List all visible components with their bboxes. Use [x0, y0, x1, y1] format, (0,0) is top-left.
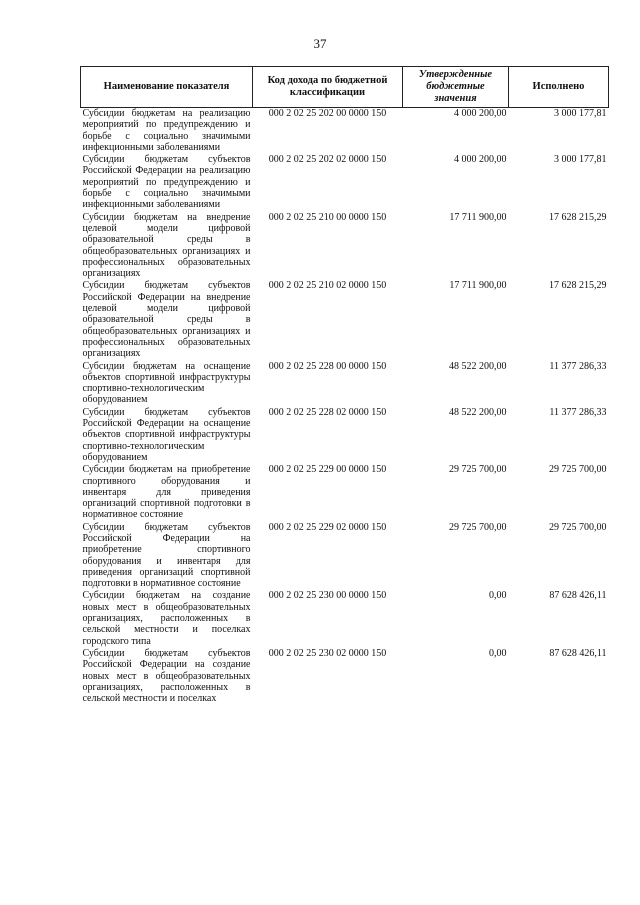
row-indicator-name: Субсидии бюджетам на приобретение спортивного оборудования и инвентаря для приведения организаций спортивной подготовки в нормативное состояние	[82, 464, 251, 521]
row-indicator-name: Субсидии бюджетам на оснащение объектов спортивной инфраструктуры спортивно-технологическим оборудованием	[82, 360, 251, 406]
table-row	[81, 212, 609, 281]
row-approved-value: 17 711 900,00	[449, 280, 507, 292]
row-executed-value: 3 000 177,81	[554, 108, 607, 119]
row-approved-value: 29 725 700,00	[449, 464, 507, 476]
table-row	[81, 648, 609, 705]
row-executed-value: 17 628 215,29	[549, 280, 607, 292]
row-indicator-name: Субсидии бюджетам на создание новых мест в общеобразовательных организациях, расположенных в сельской местности и поселках городского типа	[82, 590, 251, 647]
table-row	[81, 361, 609, 407]
table-row	[81, 464, 609, 521]
row-revenue-code: 000 2 02 25 228 02 0000 150	[268, 406, 387, 418]
row-revenue-code: 000 2 02 25 229 00 0000 150	[268, 464, 387, 476]
row-revenue-code: 000 2 02 25 210 00 0000 150	[268, 211, 387, 223]
row-indicator-name: Субсидии бюджетам субъектов Российской Федерации на создание новых мест в общеобразовательных организациях, расположенных в сельской местности и поселках	[82, 647, 251, 705]
row-executed-value: 87 628 426,11	[549, 590, 607, 602]
table-row	[81, 280, 609, 360]
row-executed-value: 11 377 286,33	[549, 360, 607, 372]
row-indicator-name: Субсидии бюджетам субъектов Российской Федерации на реализацию мероприятий по предупреждению и борьбе с социально значимыми инфекционными заболеваниями	[82, 154, 251, 211]
row-executed-value: 3 000 177,81	[554, 154, 607, 166]
row-approved-value: 48 522 200,00	[449, 360, 507, 372]
row-revenue-code: 000 2 02 25 202 00 0000 150	[268, 108, 387, 119]
header-executed: Исполнено	[509, 67, 609, 108]
row-revenue-code: 000 2 02 25 230 00 0000 150	[268, 590, 387, 602]
row-revenue-code: 000 2 02 25 230 02 0000 150	[268, 647, 387, 659]
row-revenue-code: 000 2 02 25 229 02 0000 150	[268, 521, 387, 533]
table-row	[81, 407, 609, 464]
row-executed-value: 11 377 286,33	[549, 406, 607, 418]
header-approved-values: Утвержденные бюджетные значения	[403, 67, 509, 108]
row-approved-value: 4 000 200,00	[454, 108, 507, 119]
row-approved-value: 29 725 700,00	[449, 521, 507, 533]
header-indicator-name: Наименование показателя	[81, 67, 253, 108]
row-revenue-code: 000 2 02 25 202 02 0000 150	[268, 154, 387, 166]
table-row	[81, 590, 609, 647]
page-number: 37	[313, 36, 327, 51]
table-row	[81, 522, 609, 591]
row-indicator-name: Субсидии бюджетам на реализацию мероприятий по предупреждению и борьбе с социально значимыми инфекционными заболеваниями	[82, 108, 251, 153]
row-indicator-name: Субсидии бюджетам субъектов Российской Федерации на оснащение объектов спортивной инфраструктуры спортивно-технологическим оборудованием	[82, 406, 251, 463]
header-revenue-code: Код дохода по бюджетной классификации	[253, 67, 403, 108]
row-revenue-code: 000 2 02 25 228 00 0000 150	[268, 360, 387, 372]
row-executed-value: 17 628 215,29	[549, 211, 607, 223]
row-executed-value: 29 725 700,00	[549, 521, 607, 533]
row-approved-value: 0,00	[489, 647, 507, 659]
row-indicator-name: Субсидии бюджетам субъектов Российской Федерации на внедрение целевой модели цифровой образовательной среды в общеобразовательных организациях и профессиональных образовательных организациях	[82, 280, 251, 360]
row-executed-value: 87 628 426,11	[549, 647, 607, 659]
row-executed-value: 29 725 700,00	[549, 464, 607, 476]
row-approved-value: 4 000 200,00	[454, 154, 507, 166]
row-indicator-name: Субсидии бюджетам субъектов Российской Федерации на приобретение спортивного оборудования и инвентаря для приведения организаций спортивной подготовки в нормативное состояние	[82, 521, 251, 590]
table-header-row	[81, 67, 609, 108]
row-approved-value: 48 522 200,00	[449, 406, 507, 418]
row-indicator-name: Субсидии бюджетам на внедрение целевой модели цифровой образовательной среды в общеобразовательных организациях и профессиональных образовательных организациях	[82, 211, 251, 280]
budget-revenue-table	[80, 66, 609, 705]
table-row	[81, 108, 609, 155]
row-approved-value: 17 711 900,00	[449, 211, 507, 223]
row-revenue-code: 000 2 02 25 210 02 0000 150	[268, 280, 387, 292]
table-row	[81, 154, 609, 211]
row-approved-value: 0,00	[489, 590, 507, 602]
